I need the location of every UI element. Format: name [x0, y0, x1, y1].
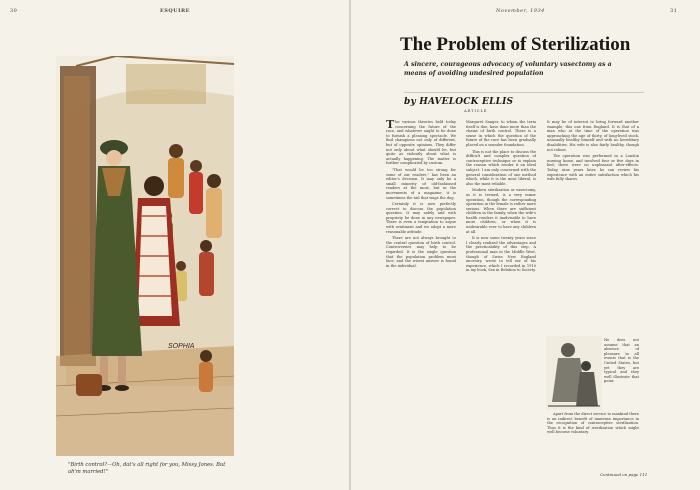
magazine-name: ESQUIRE [160, 8, 190, 14]
byline-sub: ARTICLE [464, 108, 488, 113]
handbag [76, 374, 102, 396]
article-paragraph: This is not the place to discuss the difficult and complex question of contraceptive technique or to explain the reason which render it an ideal subject. I am only concerned with the general consideration of one method which, while it is the most liberal, is also the most reliable. [466, 149, 536, 186]
article-byline: by HAVELOCK ELLIS [404, 97, 514, 107]
article-paragraph: Certainly it is now perfectly correct to discuss the population question. It may safely and with propriety be done in any newspaper. There is even a temptation to argue with sentiment and we adopt a more reasonable attitude. [386, 202, 456, 234]
cartoon-illustration [56, 56, 234, 456]
cartoon-caption: "Birth control?—Oh, dat's all right for you, Missy Jones. But ah'm married!" [68, 462, 226, 475]
article-deck: A sincere, courageous advocacy of voluntary vasectomy as a means of avoiding undesired population [404, 61, 612, 77]
right-folio-number: 31 [670, 8, 678, 14]
right-folio-date [496, 8, 545, 14]
spot-illustration [546, 336, 602, 410]
article-title: The Problem of Sterilization [400, 34, 631, 55]
page-gutter [349, 0, 351, 490]
continued-note: Continued on page 111 [600, 472, 648, 477]
article-paragraph: Apart from the direct service to mankind there is an indirect benefit of immense importance in the recognition of contraceptive sterilization. Thus it is the kind of sterilization which might well become voluntary. [547, 412, 639, 435]
article-paragraph: "That would be too strong for some of our readers," has been an editor's decision. It may only be a small minority of old-fashioned readers at the most, but in the movements of a magazine, it is sometimes the tail that wags the dog. [386, 167, 456, 200]
article-paragraph: He does not assume that an absence of pleasure in all events that is the United States, but yet they are typical and they well illustrate that point. [604, 338, 639, 384]
article-paragraph: Margaret Sanger, to whom the term itself is due, have done more than the chains of birth control. There is a sense in which the question of the future of the race has been gradually placed on a sounder foundation. [466, 120, 536, 147]
issue-date: November, 1934 [496, 8, 545, 14]
article-paragraph: It is now some twenty years since I clearly realized the advantages and the practicability of this step. A professional man in the Middle West, though of Swiss New England ancestry, wrote to tell me of his experience, which I recorded in 1910 in my book, Sex in Relation to Society. [466, 236, 536, 273]
article-paragraph: Modern sterilization or vasectomy, as it is termed, is a very minor operation, though the corresponding operation in the female is rather more serious. When there are sufficient children in the family, when the wife's health renders it inadvisable to have more children, or when it is undesirable ever to have any children at all. [466, 188, 536, 234]
article-column-3 [547, 120, 639, 335]
article-column-2 [466, 120, 536, 470]
paragraph-text: he various theories held today concerning the future of the race, and whatever ought to be done to furnish a pleasing spectacle. We find champions not only of different, but of opposite opinions. They differ not only about what should be, but quite as violently about what is actually happening. The matter is further complicated by custom. [386, 120, 456, 166]
article-paragraph: The operation was performed in a London nursing home, and involved four or five days in bed; there were no unpleasant after-effects. Today, nine years later, he can review his experience with an entire satisfaction which his wife fully shares. [547, 154, 639, 182]
article-column-3-end [547, 412, 639, 470]
article-paragraph [386, 120, 456, 166]
article-paragraph: It may be of interest to bring forward another example, this one from England. It is that of a man who at the time of the operation was approaching the age of thirty, of long-lived stock, unusually healthy himself and with no hereditary disabilities. His wife is also fairly healthy, though not robust. [547, 120, 639, 152]
title-rule [404, 92, 644, 93]
left-folio-number: 30 [10, 8, 18, 14]
artist-signature: SOPHIA [168, 343, 195, 350]
article-column-1 [386, 120, 456, 470]
left-folio-magazine [160, 8, 190, 14]
article-paragraph: There are not always brought to the central question of birth control. Controversies may help to be regarded. It is the single question that the population problem must face, and the wisest answer is found in the individual. [386, 236, 456, 268]
drop-cap: T [386, 120, 395, 131]
article-column-3-wrap [604, 338, 639, 413]
